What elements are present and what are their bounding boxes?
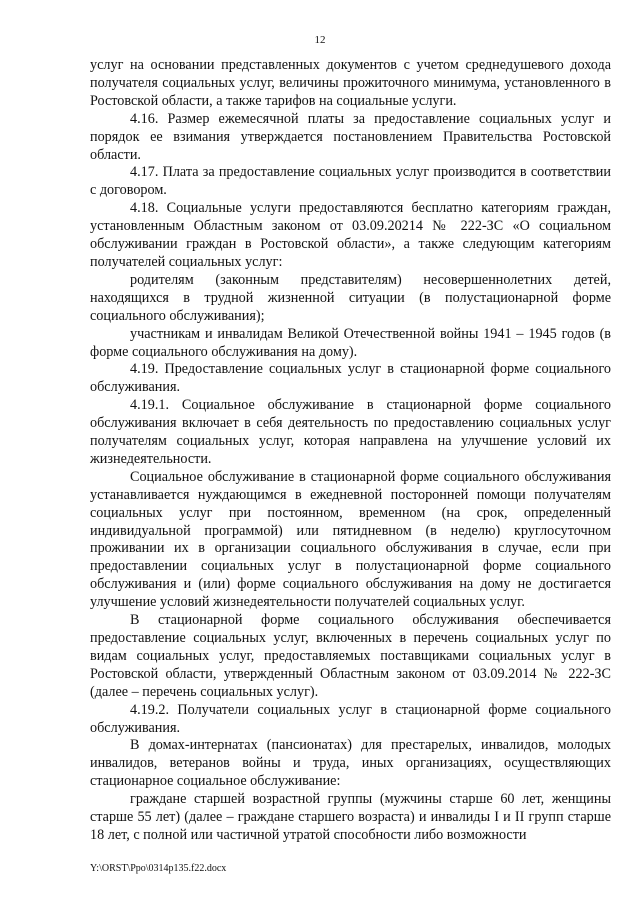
paragraph: 4.19.2. Получатели социальных услуг в стационарной форме социального обслуживания. (90, 701, 611, 736)
paragraph: услуг на основании представленных документов с учетом среднедушевого дохода получателя социальных услуг, величины прожиточного минимума, установленного в Ростовской области, а также тарифов на социальные услуги. (90, 57, 611, 109)
paragraph: 4.18. Социальные услуги предоставляются бесплатно категориям граждан, установленным Областным законом от 03.09.20214 № 222-ЗС «О социальном обслуживании граждан в Ростовской области», а также следующим категориям получателей социальных услуг: (90, 200, 611, 270)
paragraph: 4.19.1. Социальное обслуживание в стационарной форме социального обслуживания включает в себя деятельность по предоставлению социальных услуг получателям социальных услуг, которая направлена на улучшение условий их жизнедеятельности. (90, 397, 611, 467)
paragraph: 4.16. Размер ежемесячной платы за предоставление социальных услуг и порядок ее взимания утверждается постановлением Правительства Ростовской области. (90, 110, 611, 163)
paragraph: 4.17. Плата за предоставление социальных услуг производится в соответствии с договором. (90, 164, 611, 199)
paragraph: В стационарной форме социального обслуживания обеспечивается предоставление социальных услуг, включенных в перечень социальных услуг по видам социальных услуг, предоставляемых поставщиками социальных услуг в Ростовской области, утвержденный Областным законом от 03.09.2014 № 222-ЗС (далее – перечень социальных услуг). (90, 612, 611, 700)
document-body (90, 57, 611, 845)
file-path-footer: Y:\ORST\Ppo\0314p135.f22.docx (90, 863, 227, 874)
paragraph: граждане старшей возрастной группы (мужчины старше 60 лет, женщины старше 55 лет) (далее – граждане старшего возраста) и инвалиды I и II групп старше 18 лет, с полной или частичной утратой способности либо возможности (90, 791, 611, 843)
paragraph: 4.19. Предоставление социальных услуг в стационарной форме социального обслуживания. (90, 361, 611, 396)
paragraph: Социальное обслуживание в стационарной форме социального обслуживания устанавливается нуждающимся в ежедневной посторонней помощи получателям социальных услуг при постоянном, временном (на срок, определенный индивидуальной программой) или пятидневном (в неделю) круглосуточном проживании их в организации социального обслуживания в случае, если при предоставлении социальных услуг в полустационарной форме социального обслуживания и (или) форме социального обслуживания на дому не достигается улучшение условий жизнедеятельности получателей социальных услуг. (90, 468, 611, 611)
paragraph: В домах-интернатах (пансионатах) для престарелых, инвалидов, молодых инвалидов, ветеранов войны и труда, иных организациях, осуществляющих стационарное социальное обслуживание: (90, 737, 611, 790)
paragraph: участникам и инвалидам Великой Отечественной войны 1941 – 1945 годов (в форме социального обслуживания на дому). (90, 325, 611, 360)
paragraph: родителям (законным представителям) несовершеннолетних детей, находящихся в трудной жизненной ситуации (в полустационарной форме социального обслуживания); (90, 271, 611, 324)
page-number: 12 (314, 34, 326, 46)
